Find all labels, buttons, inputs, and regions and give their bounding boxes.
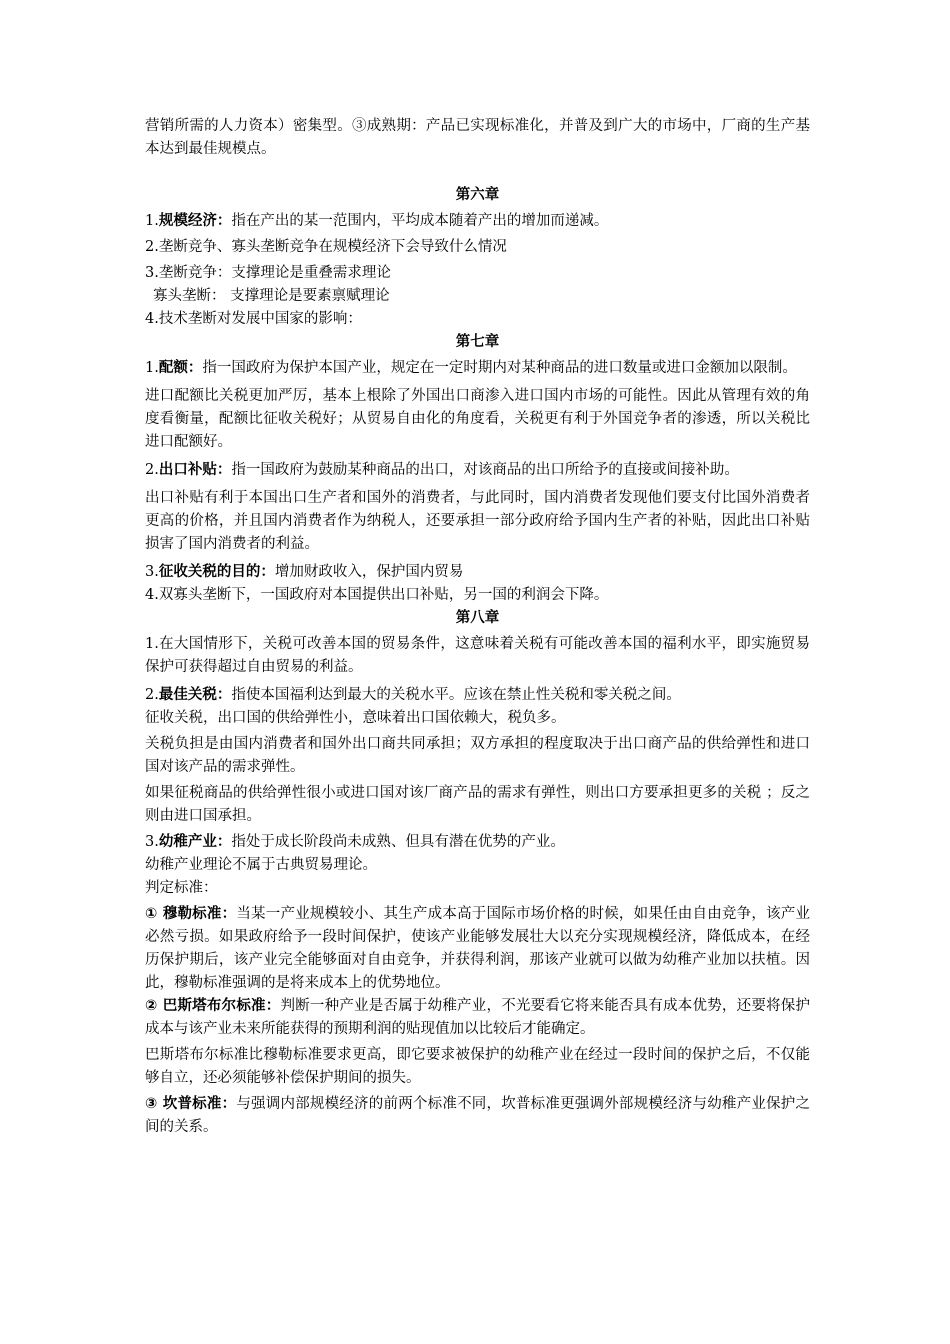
ch6-item-3a: 3.垄断竞争：支撑理论是重叠需求理论 <box>145 265 391 281</box>
item-number: 2. <box>145 687 159 703</box>
standard-bastable <box>145 995 810 1041</box>
ch7-item-2-paragraph: 出口补贴有利于本国出口生产者和国外的消费者，与此同时，国内消费者发现他们要支付比国外消费者更高的价格，并且国内消费者作为纳税人，还要承担一部分政府给予国内生产者的补贴，因此出口补贴损害了国内消费者的利益。 <box>145 490 810 552</box>
ch7-item-1 <box>145 357 810 380</box>
ch7-item-1-paragraph: 进口配额比关税更加严厉，基本上根除了外国出口商渗入进口国内市场的可能性。因此从管理有效的角度看衡量，配额比征收关税好；从贸易自由化的角度看，关税更有利于外国竞争者的渗透，所以关税比进口配额好。 <box>145 388 810 450</box>
term-kemp-standard: ③ 坎普标准： <box>145 1096 237 1112</box>
term-tariff-purpose: 征收关税的目的： <box>158 564 275 580</box>
ch6-item-2: 2.垄断竞争、寡头垄断竞争在规模经济下会导致什么情况 <box>145 239 507 255</box>
ch8-item-2-paragraph-1: 征收关税，出口国的供给弹性小，意味着出口国依赖大，税负多。 <box>145 710 566 726</box>
item-number: 2. <box>145 462 159 478</box>
term-bastable-standard: ② 巴斯塔布尔标准： <box>145 998 281 1014</box>
ch7-item-2 <box>145 459 810 482</box>
ch8-item-3-paragraph-1: 幼稚产业理论不属于古典贸易理论。 <box>145 857 377 873</box>
ch6-item-3b: 寡头垄断： 支撑理论是要素禀赋理论 <box>153 288 390 304</box>
item-number: 3. <box>145 834 159 850</box>
definition-text: 指一国政府为鼓励某种商品的出口，对该商品的出口所给予的直接或间接补助。 <box>231 462 739 478</box>
spacer <box>145 161 810 184</box>
ch6-item-4: 4.技术垄断对发展中国家的影响： <box>145 311 362 327</box>
term-scale-economy: 规模经济： <box>158 213 232 229</box>
definition-text: 指处于成长阶段尚未成熟、但具有潜在优势的产业。 <box>231 834 565 850</box>
definition-text: 增加财政收入，保护国内贸易 <box>274 564 464 580</box>
ch8-item-2-paragraph-3: 如果征税商品的供给弹性很小或进口国对该厂商产品的需求有弹性，则出口方要承担更多的关税 ；反之则由进口国承担。 <box>145 785 810 824</box>
item-number: 1. <box>145 213 159 229</box>
ch8-item-3-paragraph-2: 判定标准： <box>145 880 218 896</box>
standard-text: 当某一产业规模较小、其生产成本高于国际市场价格的时候，如果任由自由竞争，该产业必然亏损。如果政府给予一段时间保护，使该产业能够发展壮大以充分实现规模经济，降低成本，在经历保护期后，该产业完全能够面对自由竞争，并获得利润，那该产业就可以做为幼稚产业加以扶植。因此，穆勒标准强调的是将来成本上的优势地位。 <box>145 906 811 991</box>
term-infant-industry: 幼稚产业： <box>158 834 232 850</box>
standard-text: 与强调内部规模经济的前两个标准不同，坎普标准更强调外部规模经济与幼稚产业保护之间的关系。 <box>145 1096 811 1135</box>
definition-text: 指在产出的某一范围内，平均成本随着产出的增加而递减。 <box>231 213 609 229</box>
standard-kemp <box>145 1093 810 1139</box>
ch6-item-1 <box>145 210 810 233</box>
standard-bastable-paragraph: 巴斯塔布尔标准比穆勒标准要求更高，即它要求被保护的幼稚产业在经过一段时间的保护之后，不仅能够自立，还必须能够补偿保护期间的损失。 <box>145 1047 810 1086</box>
standard-text: 判断一种产业是否属于幼稚产业，不光要看它将来能否具有成本优势，还要将保护成本与该产业未来所能获得的预期利润的贴现值加以比较后才能确定。 <box>145 998 811 1037</box>
definition-text: 指一国政府为保护本国产业，规定在一定时期内对某种商品的进口数量或进口金额加以限制。 <box>202 360 797 376</box>
chapter-7-heading: 第七章 <box>455 334 500 350</box>
definition-text: 指使本国福利达到最大的关税水平。应该在禁止性关税和零关税之间。 <box>231 687 681 703</box>
document-body <box>145 115 810 1139</box>
term-mill-standard: ① 穆勒标准： <box>145 906 237 922</box>
item-number: 1. <box>145 360 159 376</box>
chapter-8-heading: 第八章 <box>455 610 500 626</box>
intro-paragraph: 营销所需的人力资本）密集型。③成熟期：产品已实现标准化，并普及到广大的市场中，厂商的生产基本达到最佳规模点。 <box>145 118 810 157</box>
ch7-item-4: 4.双寡头垄断下，一国政府对本国提供出口补贴，另一国的利润会下降。 <box>145 587 609 603</box>
term-export-subsidy: 出口补贴： <box>158 462 232 478</box>
ch8-item-1: 1.在大国情形下，关税可改善本国的贸易条件，这意味着关税有可能改善本国的福利水平，即实施贸易保护可获得超过自由贸易的利益。 <box>145 636 810 675</box>
ch8-item-3 <box>145 831 810 854</box>
standard-mill <box>145 903 810 995</box>
ch8-item-2 <box>145 684 810 707</box>
ch7-item-3 <box>145 561 810 584</box>
item-number: 3. <box>145 564 159 580</box>
term-optimal-tariff: 最佳关税： <box>158 687 232 703</box>
term-quota: 配额： <box>158 360 203 376</box>
chapter-6-heading: 第六章 <box>455 187 500 203</box>
ch8-item-2-paragraph-2: 关税负担是由国内消费者和国外出口商共同承担；双方承担的程度取决于出口商产品的供给弹性和进口国对该产品的需求弹性。 <box>145 736 810 775</box>
